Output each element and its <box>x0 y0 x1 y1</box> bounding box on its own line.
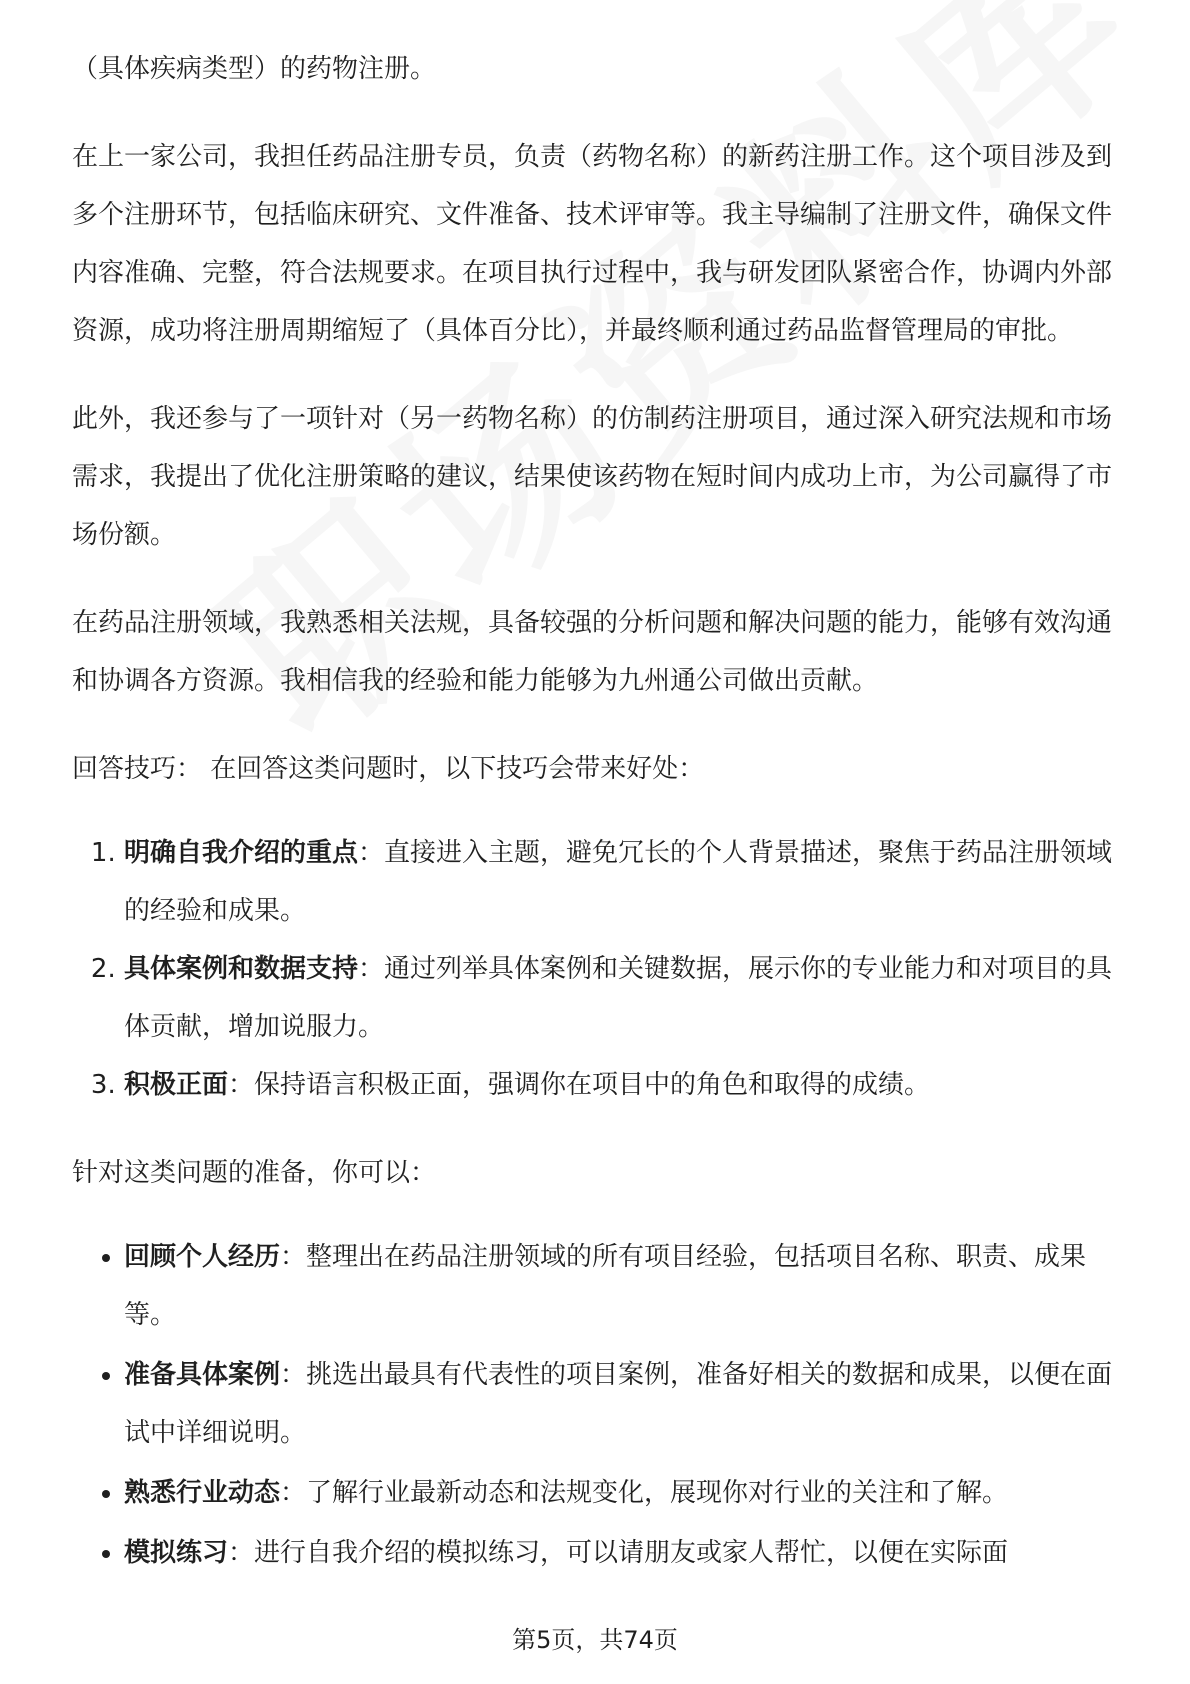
list-item <box>124 1346 1122 1462</box>
list-item-title: 明确自我介绍的重点 <box>124 838 359 868</box>
list-item-text: ：挑选出最具有代表性的项目案例，准备好相关的数据和成果，以便在面试中详细说明。 <box>124 1360 1113 1448</box>
page-number: 第5页，共74页 <box>512 1626 678 1654</box>
list-item-text: ：进行自我介绍的模拟练习，可以请朋友或家人帮忙，以便在实际面 <box>228 1538 1009 1568</box>
list-item-title: 模拟练习 <box>124 1538 229 1568</box>
list-item <box>124 1056 1122 1114</box>
list-item <box>124 1524 1122 1582</box>
list-item-text: ：直接进入主题，避免冗长的个人背景描述，聚焦于药品注册领域的经验和成果。 <box>124 838 1113 926</box>
paragraph: 在上一家公司，我担任药品注册专员，负责（药物名称）的新药注册工作。这个项目涉及到多个注册环节，包括临床研究、文件准备、技术评审等。我主导编制了注册文件，确保文件内容准确、完整，符合法规要求。在项目执行过程中，我与研发团队紧密合作，协调内外部资源，成功将注册周期缩短了（具体百分比），并最终顺利通过药品监督管理局的审批。 <box>72 142 1113 346</box>
list-item-text: ：整理出在药品注册领域的所有项目经验，包括项目名称、职责、成果等。 <box>124 1242 1087 1330</box>
list-item-text: ：保持语言积极正面，强调你在项目中的角色和取得的成绩。 <box>228 1070 931 1100</box>
list-item-text: ：了解行业最新动态和法规变化，展现你对行业的关注和了解。 <box>280 1478 1009 1508</box>
paragraph: （具体疾病类型）的药物注册。 <box>72 54 437 84</box>
paragraph: 此外，我还参与了一项针对（另一药物名称）的仿制药注册项目，通过深入研究法规和市场需求，我提出了优化注册策略的建议，结果使该药物在短时间内成功上市，为公司赢得了市场份额。 <box>72 404 1113 550</box>
page-content <box>72 40 1122 1584</box>
paragraph: 针对这类问题的准备，你可以： <box>72 1158 437 1188</box>
list-item <box>124 1464 1122 1522</box>
prep-list <box>72 1228 1122 1582</box>
paragraph: 回答技巧： 在回答这类问题时，以下技巧会带来好处： <box>72 754 705 784</box>
tips-list <box>72 824 1122 1114</box>
list-item <box>124 940 1122 1056</box>
list-item <box>124 1228 1122 1344</box>
paragraph: 在药品注册领域，我熟悉相关法规，具备较强的分析问题和解决问题的能力，能够有效沟通和协调各方资源。我相信我的经验和能力能够为九州通公司做出贡献。 <box>72 608 1113 696</box>
list-item-title: 熟悉行业动态 <box>124 1478 281 1508</box>
list-item-title: 准备具体案例 <box>124 1360 281 1390</box>
list-item <box>124 824 1122 940</box>
list-item-title: 具体案例和数据支持 <box>124 954 359 984</box>
list-item-title: 积极正面 <box>124 1070 229 1100</box>
list-item-text: ：通过列举具体案例和关键数据，展示你的专业能力和对项目的具体贡献，增加说服力。 <box>124 954 1113 1042</box>
list-item-title: 回顾个人经历 <box>124 1242 281 1272</box>
